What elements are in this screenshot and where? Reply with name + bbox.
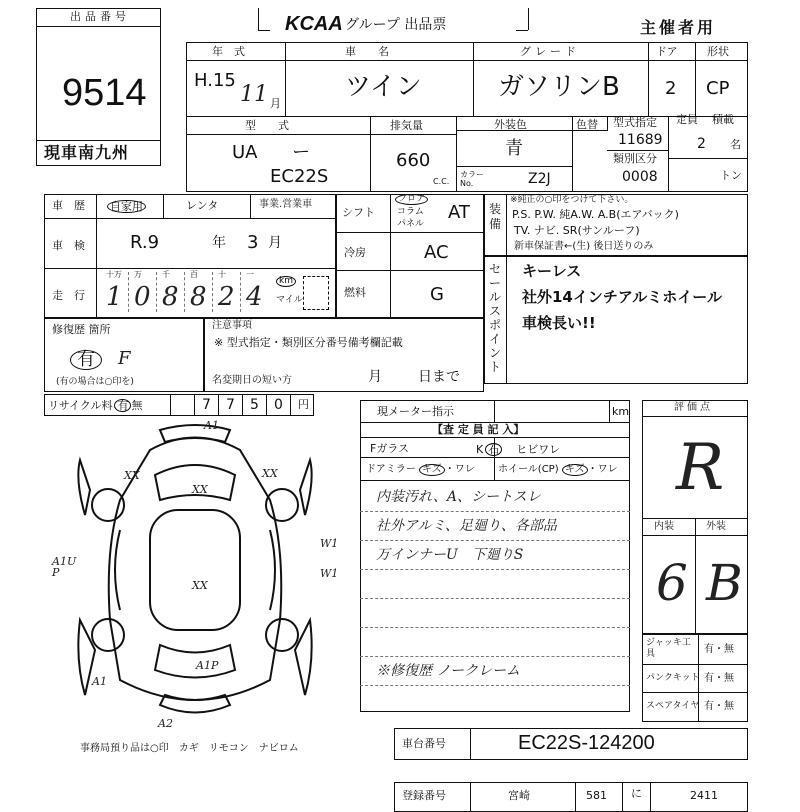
history-label: 車 歴 [52, 199, 85, 212]
mirror-label: ドアミラー キズ ・ワレ [366, 464, 475, 475]
name-change-label: 名変期日の短い方 [212, 375, 292, 386]
damage-mark-right-front: XX [262, 467, 278, 480]
damage-mark-rear: A2 [158, 717, 173, 730]
type-designation: 11689 [618, 132, 663, 148]
color-no: Z2J [528, 171, 551, 187]
lot-number-label: 出品番号 [70, 10, 130, 23]
recycle-digit: 7 [202, 397, 211, 413]
displacement-label: 排気量 [390, 119, 423, 132]
exterior-grade: B [706, 554, 743, 612]
doors: 2 [665, 78, 677, 99]
year-month: 11 [240, 82, 268, 107]
extra-label-spare: スペアタイヤ [646, 701, 700, 711]
model-code: EC22S [270, 166, 329, 187]
grade: ガソリンB [498, 72, 620, 102]
damage-mark-front: A1 [204, 419, 219, 432]
sales-point-label: セールスポイント [488, 262, 501, 374]
notice-text: ※ 型式指定・類別区分番号備考欄記載 [214, 336, 403, 349]
year-month-unit: 月 [270, 97, 281, 110]
doors-label: ドア [656, 45, 678, 58]
model-label: 型 式 [245, 119, 289, 132]
repair-note: F [118, 348, 131, 369]
interior-grade: 6 [656, 554, 688, 612]
venue: 現車南九州 [44, 143, 130, 162]
recycle-digit: 5 [250, 397, 259, 413]
registration-class: 581 [586, 789, 607, 802]
mileage-digit: 1 [106, 282, 123, 312]
chassis-label: 車台番号 [402, 737, 446, 750]
inspector-note-line: 万インナーU 下廻りS [376, 547, 524, 563]
chassis-number: EC22S-124200 [518, 732, 655, 754]
name-change-month: 月 [368, 369, 382, 385]
recycle-digit: 0 [274, 397, 283, 413]
exterior-color: 青 [505, 138, 523, 159]
mileage-digit: 2 [218, 282, 235, 312]
capacity: 2 [697, 136, 706, 152]
registration-number: 2411 [690, 789, 718, 802]
shift-option-floor: フロア [395, 194, 428, 205]
extra-value-spare: 有・無 [704, 701, 734, 712]
extra-value-jack: 有・無 [704, 644, 734, 655]
footer-note: 事務局預り品は○印 カギ リモコン ナビロム [80, 743, 299, 754]
sales-point-2: 社外14インチアルミホイール [522, 288, 722, 306]
displacement: 660 [396, 150, 431, 171]
mileage-digit: 4 [246, 282, 263, 312]
inspector-header: 【査 定 員 記 入】 [432, 423, 525, 436]
meter-unit: km [612, 405, 630, 418]
meter-label: 現メーター指示 [377, 405, 454, 418]
mileage-digit-label: 千 [162, 270, 170, 279]
damage-mark-roof: XX [192, 579, 208, 592]
equipment-label: 装備 [488, 202, 501, 231]
mileage-digit-label: 十万 [106, 270, 122, 279]
category-label: 類別区分 [613, 152, 657, 165]
damage-mark-left-side: A1U P [52, 555, 77, 579]
shaken-era: R.9 [130, 232, 160, 253]
year-label: 年 式 [212, 45, 245, 58]
registration-area: 宮崎 [508, 789, 530, 802]
model-prefix: UA [232, 142, 258, 163]
organizer-label: 主催者用 [640, 18, 717, 37]
sales-point-1: キーレス [522, 262, 582, 280]
recycle-unit: 円 [298, 398, 309, 411]
repair-value: 有 [70, 350, 102, 370]
history-option-rental: レンタ [186, 199, 219, 212]
extra-label-puncture: パンクキット [646, 673, 700, 683]
shift-label: シフト [342, 206, 375, 219]
mileage-digit: 8 [162, 282, 179, 312]
damage-mark-right-side-2: W1 [320, 567, 339, 580]
cc-unit: C.C. [433, 177, 450, 186]
shape-label: 形状 [707, 45, 729, 58]
grade-label: グレード [520, 45, 580, 58]
history-option-private: 自家用 [107, 200, 146, 213]
ac-label: 冷房 [344, 246, 366, 259]
repair-label: 修復歴 箇所 [52, 323, 111, 336]
history-option-business: 事業.営業車 [259, 199, 313, 210]
shaken-month-unit: 月 [268, 235, 282, 251]
model-dash: ー [292, 142, 310, 163]
fuel: G [430, 284, 444, 305]
mileage-digit-label: 十 [218, 270, 226, 279]
shaken-year-unit: 年 [212, 235, 226, 251]
mileage-digit: 8 [190, 282, 207, 312]
damage-mark-rear-window: A1P [196, 659, 219, 672]
extra-value-puncture: 有・無 [704, 673, 734, 684]
extra-label-jack: ジャッキ工具 [646, 638, 691, 659]
inspector-note-line: 内装汚れ、A、シートスレ [376, 489, 541, 505]
glass-options: K 石 ヒビワレ [476, 443, 561, 456]
brand-logo: KCAA [285, 13, 343, 35]
color-change-label: 色替 [576, 118, 598, 131]
mileage-check-box [303, 276, 329, 310]
equipment-line-1: P.S. P.W. 純A.W. A.B(エアバック) [512, 208, 679, 221]
name-change-day: 日まで [418, 369, 460, 385]
sales-point-3: 車検長い!! [522, 314, 596, 332]
grade-score: R [676, 431, 725, 505]
equipment-note: ※純正の○印をつけて下さい。 [510, 195, 634, 205]
fuel-label: 燃料 [344, 286, 366, 299]
category: 0008 [622, 169, 658, 185]
mileage-unit-km: km [276, 276, 296, 287]
glass-label: Fガラス [370, 442, 409, 455]
equipment-line-2: TV. ナビ. SR(サンルーフ) [514, 224, 640, 237]
equipment-line-3: 新車保証書←(生) 後日送りのみ [514, 241, 654, 252]
shaken-month: 3 [247, 232, 259, 253]
shape: CP [706, 78, 730, 99]
recycle-label: リサイクル料 有 無 [48, 399, 143, 412]
damage-mark-right-side-1: W1 [320, 537, 339, 550]
damage-mark-left-front: XX [124, 469, 140, 482]
shift: AT [448, 202, 470, 223]
repair-hint: (有の場合は○印を) [56, 377, 134, 387]
mileage-digit-label: 万 [134, 270, 142, 279]
notice-label: 注意事項 [212, 320, 252, 331]
damage-mark-left-rear: A1 [92, 675, 107, 688]
mileage-label: 走 行 [52, 289, 85, 302]
damage-mark-hood: XX [192, 483, 208, 496]
load-unit: トン [720, 169, 742, 182]
exterior-color-label: 外装色 [494, 118, 527, 131]
capacity-label: 定員 [676, 113, 698, 126]
recycle-digit: 7 [226, 397, 235, 413]
ac: AC [424, 242, 449, 263]
capacity-word: 積載 [712, 113, 734, 126]
exterior-label: 外装 [706, 521, 726, 532]
shift-option-panel: パネル [397, 219, 425, 229]
inspector-note-line: ※修復歴 ノークレーム [376, 663, 521, 679]
grade-box-label: 評価点 [674, 402, 713, 413]
wheel-label: ホイール(CP) キズ ・ワレ [498, 464, 618, 475]
shaken-label: 車 検 [52, 239, 85, 252]
inspector-note-line: 社外アルミ、足廻り、各部品 [376, 518, 557, 534]
color-no-label: カラーNo. [460, 170, 484, 188]
car-name: ツイン [345, 72, 422, 102]
shift-option-column: コラム [397, 207, 424, 217]
car-name-label: 車 名 [345, 45, 389, 58]
lot-number: 9514 [62, 72, 147, 114]
type-designation-label: 型式指定 [613, 116, 657, 129]
registration-label: 登録番号 [402, 789, 446, 802]
interior-label: 内装 [654, 521, 674, 532]
mileage-digit-label: 百 [190, 270, 198, 279]
mileage-digit-label: 一 [246, 270, 254, 279]
year-era: H.15 [194, 70, 236, 91]
mileage-unit-mile: マイル [276, 295, 303, 305]
car-damage-diagram [40, 420, 350, 730]
registration-kana: に [631, 787, 642, 800]
header-title: グループ 出品票 [345, 17, 447, 33]
capacity-unit: 名 [730, 138, 741, 151]
mileage-digit: 0 [134, 282, 151, 312]
